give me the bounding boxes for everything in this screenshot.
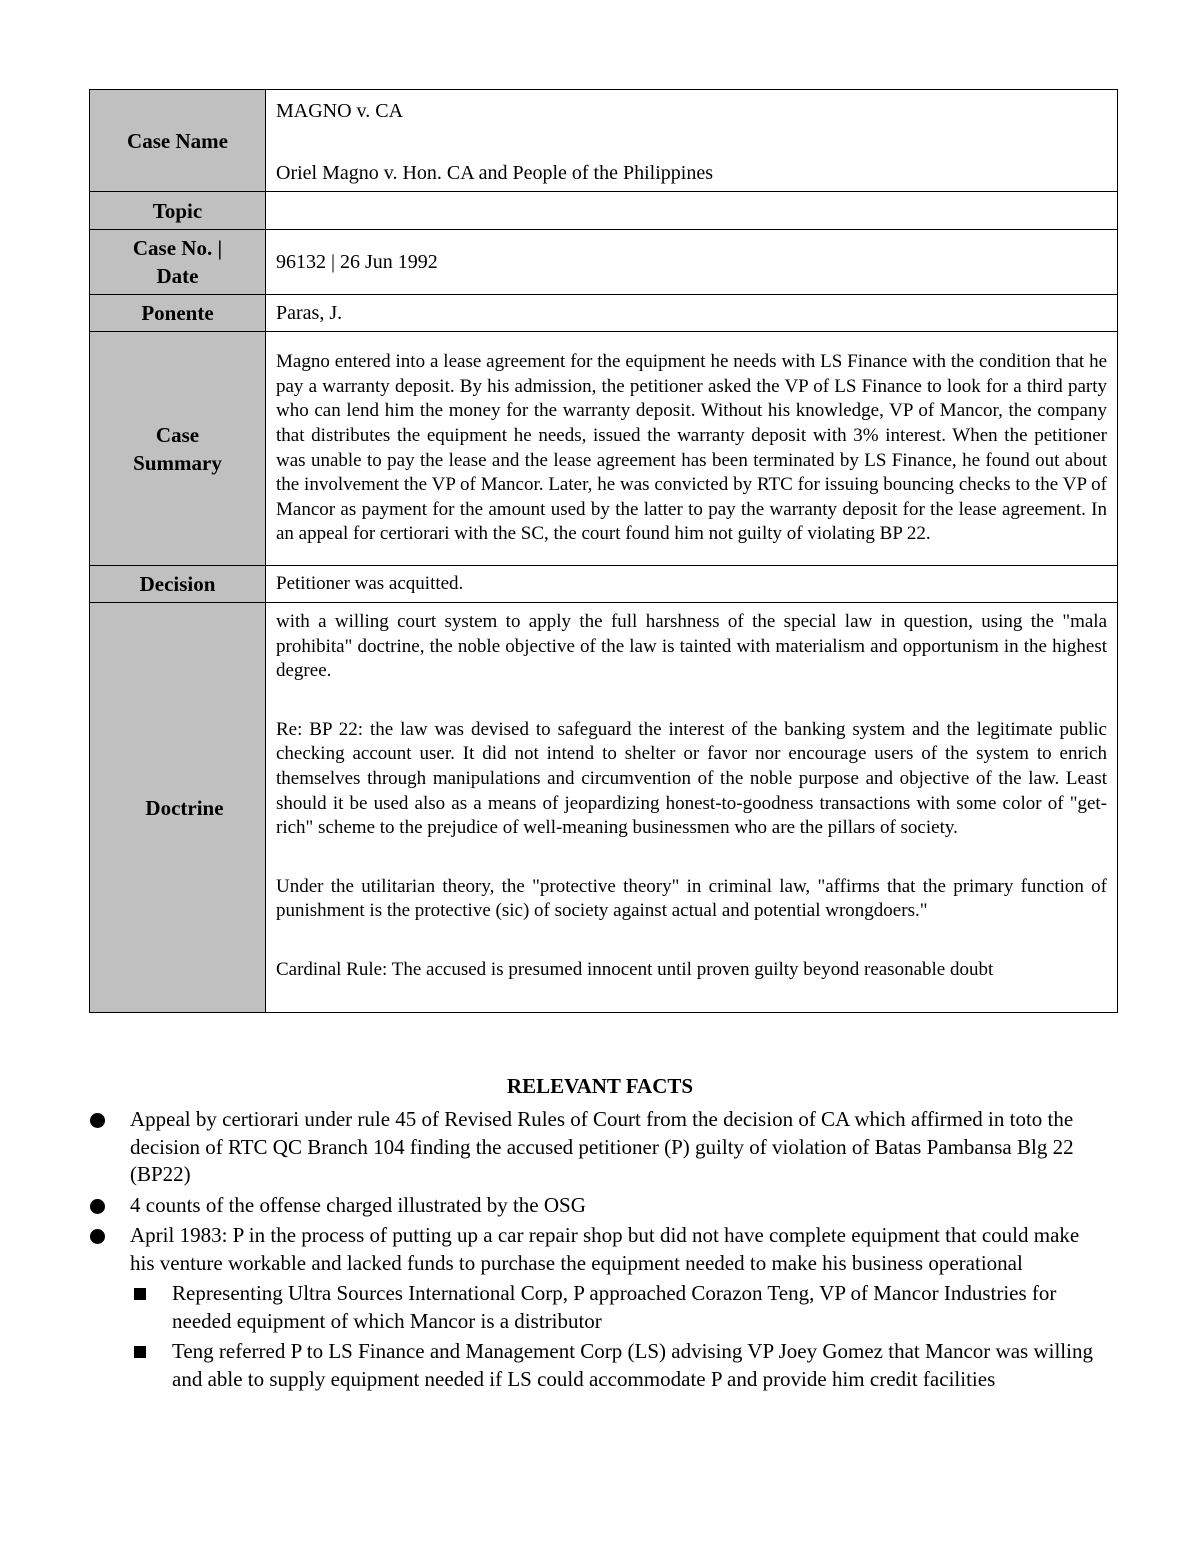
sub-fact-text: Teng referred P to LS Finance and Management Corp (LS) advising VP Joey Gomez that Mancor was willing and able to supply equipment needed if LS could accommodate P and provide him credit facilities: [172, 1339, 1093, 1391]
fact-text: 4 counts of the offense charged illustrated by the OSG: [130, 1192, 586, 1217]
row-decision: [90, 566, 1118, 603]
row-doctrine: [90, 603, 1118, 1013]
value-doctrine: [266, 603, 1118, 1013]
doctrine-paragraph: Under the utilitarian theory, the "protective theory" in criminal law, "affirms that the primary function of punishment is the protective (sic) of society against actual and potential wrongdoers.": [276, 875, 1107, 922]
label-doctrine: Doctrine: [90, 603, 266, 1013]
sub-list-item: [88, 1280, 1108, 1335]
filled-square-bullet-icon: [134, 1346, 146, 1358]
row-case-name: [90, 90, 1118, 192]
label-case-name: Case Name: [90, 90, 266, 192]
list-item: [88, 1192, 1108, 1220]
relevant-facts-heading: RELEVANT FACTS: [506, 1074, 694, 1098]
relevant-facts-list: [88, 1106, 1108, 1396]
doctrine-paragraph: with a willing court system to apply the full harshness of the special law in question, using the "mala prohibita" doctrine, the noble objective of the law is tainted with materialism and opportunism in the highest degree.: [276, 611, 1107, 682]
case-full-title: Oriel Magno v. Hon. CA and People of the Philippines: [276, 162, 713, 184]
filled-square-bullet-icon: [134, 1288, 146, 1300]
label-ponente: Ponente: [90, 295, 266, 332]
filled-circle-bullet-icon: [90, 1229, 105, 1244]
label-topic: Topic: [90, 192, 266, 230]
label-summary: Summary: [133, 450, 222, 475]
value-topic: [266, 192, 1118, 230]
label-case-summary: [90, 332, 266, 566]
fact-text: April 1983: P in the process of putting up a car repair shop but did not have complete equipment that could make his venture workable and lacked funds to purchase the equipment needed to make his business operational: [130, 1223, 1080, 1275]
doctrine-paragraph: Re: BP 22: the law was devised to safeguard the interest of the banking system and the legitimate public checking account user. It did not intend to shelter or favor nor encourage users of the system to enrich themselves through manipulations and circumvention of the noble purpose and objective of the law. Least should it be used also as a means of jeopardizing honest-to-goodness transactions with some color of "get-rich" scheme to the prejudice of well-meaning businessmen who are the pillars of society.: [276, 718, 1107, 839]
row-case-summary: [90, 332, 1118, 566]
label-case-no-date: [90, 230, 266, 295]
list-item: [88, 1106, 1108, 1189]
value-case-name: [266, 90, 1118, 192]
doctrine-paragraph: Cardinal Rule: The accused is presumed innocent until proven guilty beyond reasonable doubt: [276, 958, 994, 980]
fact-text: Appeal by certiorari under rule 45 of Revised Rules of Court from the decision of CA which affirmed in toto the decision of RTC QC Branch 104 finding the accused petitioner (P) guilty of violation of Batas Pambansa Blg 22 (BP22): [130, 1107, 1074, 1186]
row-ponente: [90, 295, 1118, 332]
label-decision: Decision: [90, 566, 266, 603]
filled-circle-bullet-icon: [90, 1113, 105, 1128]
filled-circle-bullet-icon: [90, 1199, 105, 1214]
case-short-title: MAGNO v. CA: [276, 100, 404, 122]
case-digest-table: [89, 89, 1118, 1013]
label-case-no: Case No. |: [132, 236, 223, 260]
value-ponente: Paras, J.: [266, 295, 1118, 332]
value-case-summary: Magno entered into a lease agreement for the equipment he needs with LS Finance with the condition that he pay a warranty deposit. By his admission, the petitioner asked the VP of LS Finance to look for a third party who can lend him the money for the warranty deposit. Without his knowledge, VP of Mancor, the company that distributes the equipment he needs, issued the warranty deposit with 3% interest. When the petitioner was unable to pay the lease and the lease agreement has been terminated by LS Finance, he found out about the involvement the VP of Mancor. Later, he was convicted by RTC for issuing bouncing checks to the VP of Mancor as payment for the amount used by the latter to pay the warranty deposit for the lease agreement. In an appeal for certiorari with the SC, the court found him not guilty of violating BP 22.: [266, 332, 1118, 566]
sub-fact-text: Representing Ultra Sources International Corp, P approached Corazon Teng, VP of Mancor Industries for needed equipment of which Mancor is a distributor: [172, 1281, 1057, 1333]
list-item: [88, 1222, 1108, 1277]
value-case-no-date: 96132 | 26 Jun 1992: [266, 230, 1118, 295]
label-case: Case: [155, 422, 200, 447]
label-date: Date: [156, 264, 199, 288]
row-topic: [90, 192, 1118, 230]
row-case-no-date: [90, 230, 1118, 295]
value-decision: Petitioner was acquitted.: [266, 566, 1118, 603]
sub-list-item: [88, 1338, 1108, 1393]
